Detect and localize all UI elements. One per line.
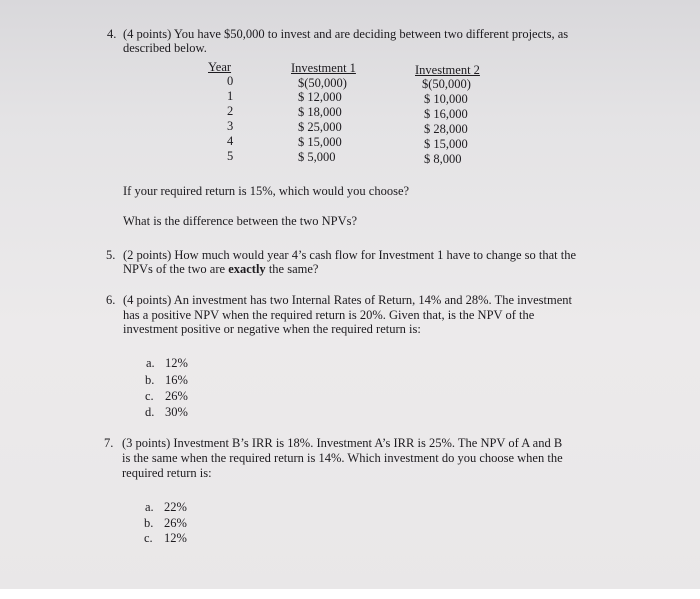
year-cell: 2 — [227, 104, 234, 118]
q7-line-1: (3 points) Investment B’s IRR is 18%. Investment A’s IRR is 25%. The NPV of A and B — [122, 436, 563, 450]
year-cell: 3 — [227, 119, 234, 133]
investment-1-cell: $ 15,000 — [298, 135, 342, 149]
q4-number: 4. — [107, 27, 117, 41]
option-value: 12% — [164, 531, 187, 545]
investment-1-cell: $ 5,000 — [298, 150, 336, 164]
q4-question-b: What is the difference between the two NPVs? — [123, 214, 358, 228]
q6-line-2: has a positive NPV when the required return is 20%. Given that, is the NPV of the — [123, 308, 535, 322]
investment-2-cell: $ 16,000 — [424, 107, 468, 121]
investment-1-cell: $ 12,000 — [298, 90, 342, 104]
option-letter: a. — [145, 500, 154, 514]
investment-2-cell: $ 28,000 — [424, 122, 468, 136]
header-investment-1: Investment 1 — [291, 61, 356, 75]
q4-question-a: If your required return is 15%, which would you choose? — [123, 184, 410, 198]
option-value: 26% — [164, 516, 187, 530]
q5-line-1: (2 points) How much would year 4’s cash flow for Investment 1 have to change so that the — [123, 248, 577, 262]
year-cell: 0 — [227, 74, 234, 88]
year-cell: 5 — [227, 149, 234, 163]
investment-1-cell: $ 25,000 — [298, 120, 342, 134]
q4-line-2: described below. — [123, 41, 207, 55]
q7-line-2: is the same when the required return is 14%. Which investment do you choose when the — [122, 451, 563, 465]
emphasis-exactly: exactly — [228, 262, 266, 276]
option-letter: c. — [144, 531, 153, 545]
option-letter: b. — [144, 516, 154, 530]
option-letter: a. — [146, 356, 155, 370]
investment-2-cell: $ 15,000 — [424, 137, 468, 151]
q6-line-3: investment positive or negative when the required return is: — [123, 322, 421, 336]
q5-line-2: NPVs of the two are exactly the same? — [123, 262, 319, 276]
header-investment-2: Investment 2 — [415, 63, 480, 77]
investment-2-cell: $ 8,000 — [424, 152, 462, 166]
q7-line-3: required return is: — [122, 466, 212, 480]
q5-number: 5. — [106, 248, 116, 262]
option-letter: c. — [145, 389, 154, 403]
q7-number: 7. — [104, 436, 114, 450]
investment-1-cell: $(50,000) — [298, 76, 347, 90]
q4-line-1: (4 points) You have $50,000 to invest and are deciding between two different projects, as — [123, 27, 569, 41]
option-letter: b. — [145, 373, 155, 387]
option-value: 12% — [165, 356, 188, 370]
option-value: 30% — [165, 405, 188, 419]
option-value: 22% — [164, 500, 187, 514]
option-value: 16% — [165, 373, 188, 387]
year-cell: 4 — [227, 134, 234, 148]
investment-2-cell: $ 10,000 — [424, 92, 468, 106]
bottom-border — [0, 589, 700, 599]
option-value: 26% — [165, 389, 188, 403]
header-year: Year — [208, 60, 232, 74]
option-letter: d. — [145, 405, 155, 419]
year-cell: 1 — [227, 89, 234, 103]
investment-1-cell: $ 18,000 — [298, 105, 342, 119]
q6-line-1: (4 points) An investment has two Internal Rates of Return, 14% and 28%. The investment — [123, 293, 572, 307]
investment-2-cell: $(50,000) — [422, 77, 471, 91]
q6-number: 6. — [106, 293, 116, 307]
